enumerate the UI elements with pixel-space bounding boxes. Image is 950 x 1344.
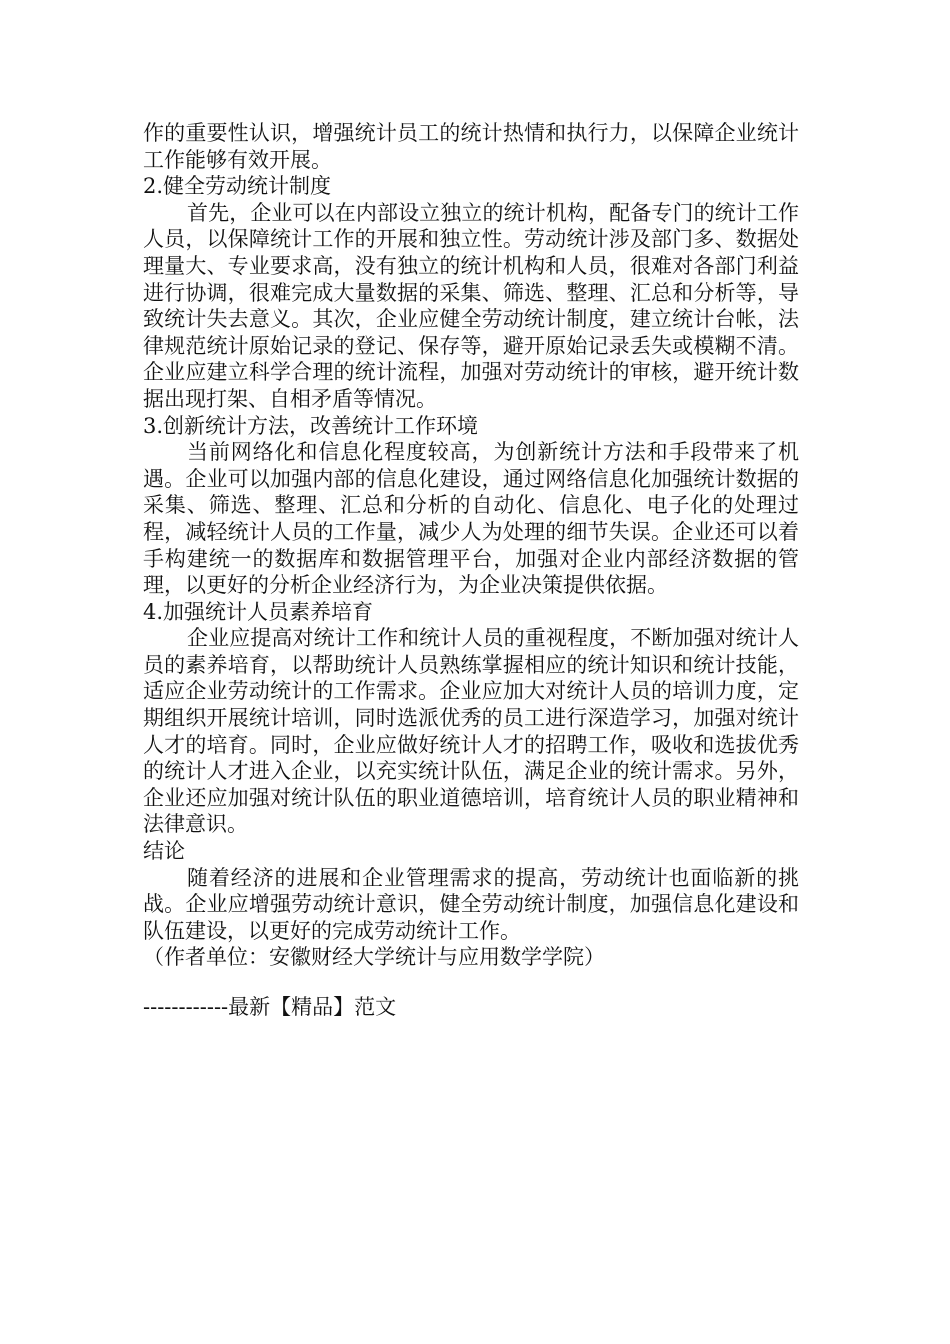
section-2-paragraph: 首先，企业可以在内部设立独立的统计机构，配备专门的统计工作人员，以保障统计工作的开展和独立性。劳动统计涉及部门多、数据处理量大、专业要求高，没有独立的统计机构和人员，很难对各部门利益进行协调，很难完成大量数据的采集、筛选、整理、汇总和分析等，导致统计失去意义。其次，企业应健全劳动统计制度，建立统计台帐，法律规范统计原始记录的登记、保存等，避开原始记录丢失或模糊不清。企业应建立科学合理的统计流程，加强对劳动统计的审核，避开统计数据出现打架、自相矛盾等情况。: [143, 200, 799, 411]
conclusion-paragraph: 随着经济的进展和企业管理需求的提高，劳动统计也面临新的挑战。企业应增强劳动统计意识，健全劳动统计制度，加强信息化建设和队伍建设，以更好的完成劳动统计工作。: [143, 865, 799, 943]
section-3-paragraph: 当前网络化和信息化程度较高，为创新统计方法和手段带来了机遇。企业可以加强内部的信息化建设，通过网络信息化加强统计数据的采集、筛选、整理、汇总和分析的自动化、信息化、电子化的处理过程，减轻统计人员的工作量，减少人为处理的细节失误。企业还可以着手构建统一的数据库和数据管理平台，加强对企业内部经济数据的管理，以更好的分析企业经济行为，为企业决策提供依据。: [143, 440, 799, 598]
section-4-paragraph: 企业应提高对统计工作和统计人员的重视程度，不断加强对统计人员的素养培育，以帮助统计人员熟练掌握相应的统计知识和统计技能，适应企业劳动统计的工作需求。企业应加大对统计人员的培训力度，定期组织开展统计培训，同时选派优秀的员工进行深造学习，加强对统计人才的培育。同时，企业应做好统计人才的招聘工作，吸收和选拔优秀的统计人才进入企业，以充实统计队伍，满足企业的统计需求。另外，企业还应加强对统计队伍的职业道德培训，培育统计人员的职业精神和法律意识。: [143, 626, 799, 837]
section-2-heading: 2.健全劳动统计制度: [143, 174, 332, 199]
footer-text: ------------最新【精品】范文: [143, 995, 397, 1019]
author-affiliation: （作者单位：安徽财经大学统计与应用数学学院）: [143, 945, 605, 970]
conclusion-heading: 结论: [143, 839, 185, 864]
article-body: [143, 120, 799, 971]
section-4-heading: 4.加强统计人员素养培育: [143, 599, 374, 624]
continuation-paragraph: 作的重要性认识，增强统计员工的统计热情和执行力，以保障企业统计工作能够有效开展。: [143, 121, 799, 172]
section-3-heading: 3.创新统计方法，改善统计工作环境: [143, 413, 479, 438]
